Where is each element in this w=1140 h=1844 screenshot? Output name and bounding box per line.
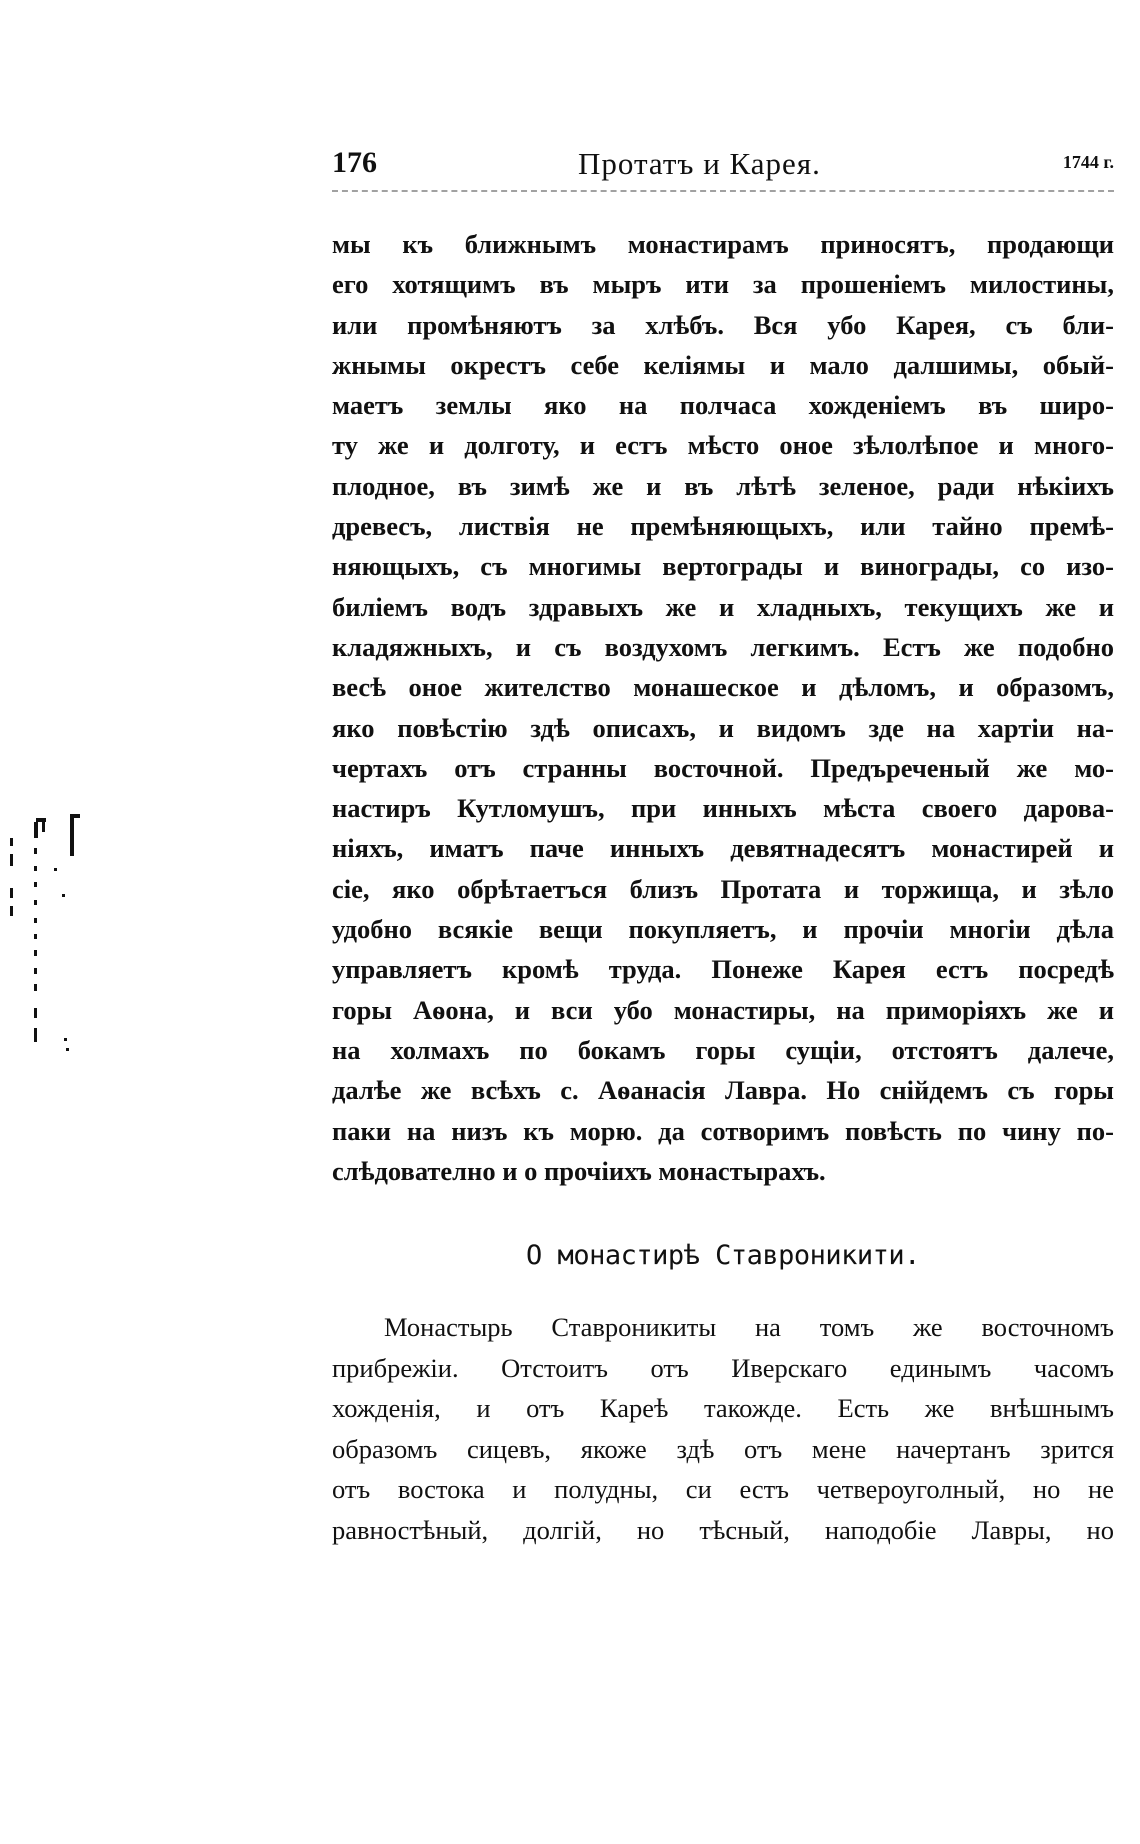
text-line: мы къ ближнымъ монастирамъ приносятъ, продающи — [332, 229, 1114, 259]
header-rule — [332, 190, 1114, 192]
text-line: няющыхъ, съ многимы вертограды и винограды, со изо- — [332, 551, 1114, 582]
paragraph-2 — [332, 1307, 1114, 1550]
text-line: удобно всякіе вещи покупляетъ, и прочіи многіи дѣла — [332, 914, 1114, 945]
text-line: горы Аѳона, и вси убо монастиры, на приморіяхъ же и — [332, 994, 1114, 1025]
text-line: прибрежіи. Отстоитъ отъ Иверскаго единымъ часомъ — [332, 1352, 1114, 1383]
text-line: далѣе же всѣхъ с. Аѳанасія Лавра. Но снійдемъ съ горы — [332, 1075, 1114, 1106]
text-line: отъ востока и полудны, си естъ четвероуголный, но не — [332, 1474, 1114, 1504]
text-line: кладяжныхъ, и съ воздухомъ легкимъ. Естъ же подобно — [332, 631, 1114, 662]
section-heading: О монастирѣ Ставроникити. — [526, 1240, 920, 1271]
text-line: чертахъ отъ странны восточной. Предъреченый же мо- — [332, 752, 1114, 783]
text-line: образомъ сицевъ, якоже здѣ отъ мене начертанъ зрится — [332, 1433, 1114, 1464]
page-header — [332, 146, 1114, 186]
text-line: жнымы окрестъ себе келіямы и мало далшимы, обый- — [332, 349, 1114, 380]
text-line: на холмахъ по бокамъ горы сущіи, отстоятъ далече, — [332, 1034, 1114, 1065]
text-line: или промѣняютъ за хлѣбъ. Вся убо Карея, съ бли- — [332, 309, 1114, 340]
margin-scan-marks — [6, 808, 96, 1078]
text-line: плодное, въ зимѣ же и въ лѣтѣ зеленое, ради нѣкіихъ — [332, 470, 1114, 501]
running-title: Протатъ и Карея. — [578, 146, 821, 181]
year-label: 1744 г. — [1062, 152, 1114, 172]
text-line: настиръ Кутломушъ, при инныхъ мѣста своего дарова- — [332, 793, 1114, 824]
text-line: слѣдователно и о прочіихъ монастырахъ. — [332, 1155, 826, 1186]
text-line: равностѣный, долгій, но тѣсный, наподобіе Лавры, но — [332, 1514, 1114, 1545]
text-line: его хотящимъ въ мыръ ити за прошеніемъ милостины, — [332, 269, 1114, 300]
text-line: сіе, яко обрѣтаетъся близъ Протата и торжища, и зѣло — [332, 873, 1114, 904]
page-number: 176 — [332, 146, 377, 179]
text-line: маетъ землы яко на полчаса хожденіемъ въ широ- — [332, 390, 1114, 421]
text-line: управляетъ кромѣ труда. Понеже Карея естъ посредѣ — [332, 954, 1114, 985]
text-line: Монастырь Ставроникиты на томъ же восточномъ — [384, 1312, 1114, 1342]
text-line: ту же и долготу, и естъ мѣсто оное зѣлолѣпое и много- — [332, 430, 1114, 461]
text-line: хожденія, и отъ Кареѣ такожде. Есть же внѣшнымъ — [332, 1393, 1114, 1423]
text-line: древесъ, листвія не премѣняющыхъ, или тайно премѣ- — [332, 511, 1114, 542]
paragraph-1 — [332, 224, 1114, 1191]
text-line: яко повѣстію здѣ описахъ, и видомъ зде на хартіи на- — [332, 712, 1114, 743]
text-line: весѣ оное жителство монашеское и дѣломъ, и образомъ, — [332, 672, 1114, 703]
text-line: ніяхъ, иматъ паче инныхъ девятнадесятъ монастирей и — [332, 833, 1114, 864]
text-line: биліемъ водъ здравыхъ же и хладныхъ, текущихъ же и — [332, 591, 1114, 622]
text-line: паки на низъ къ морю. да сотворимъ повѣсть по чину по- — [332, 1115, 1114, 1146]
